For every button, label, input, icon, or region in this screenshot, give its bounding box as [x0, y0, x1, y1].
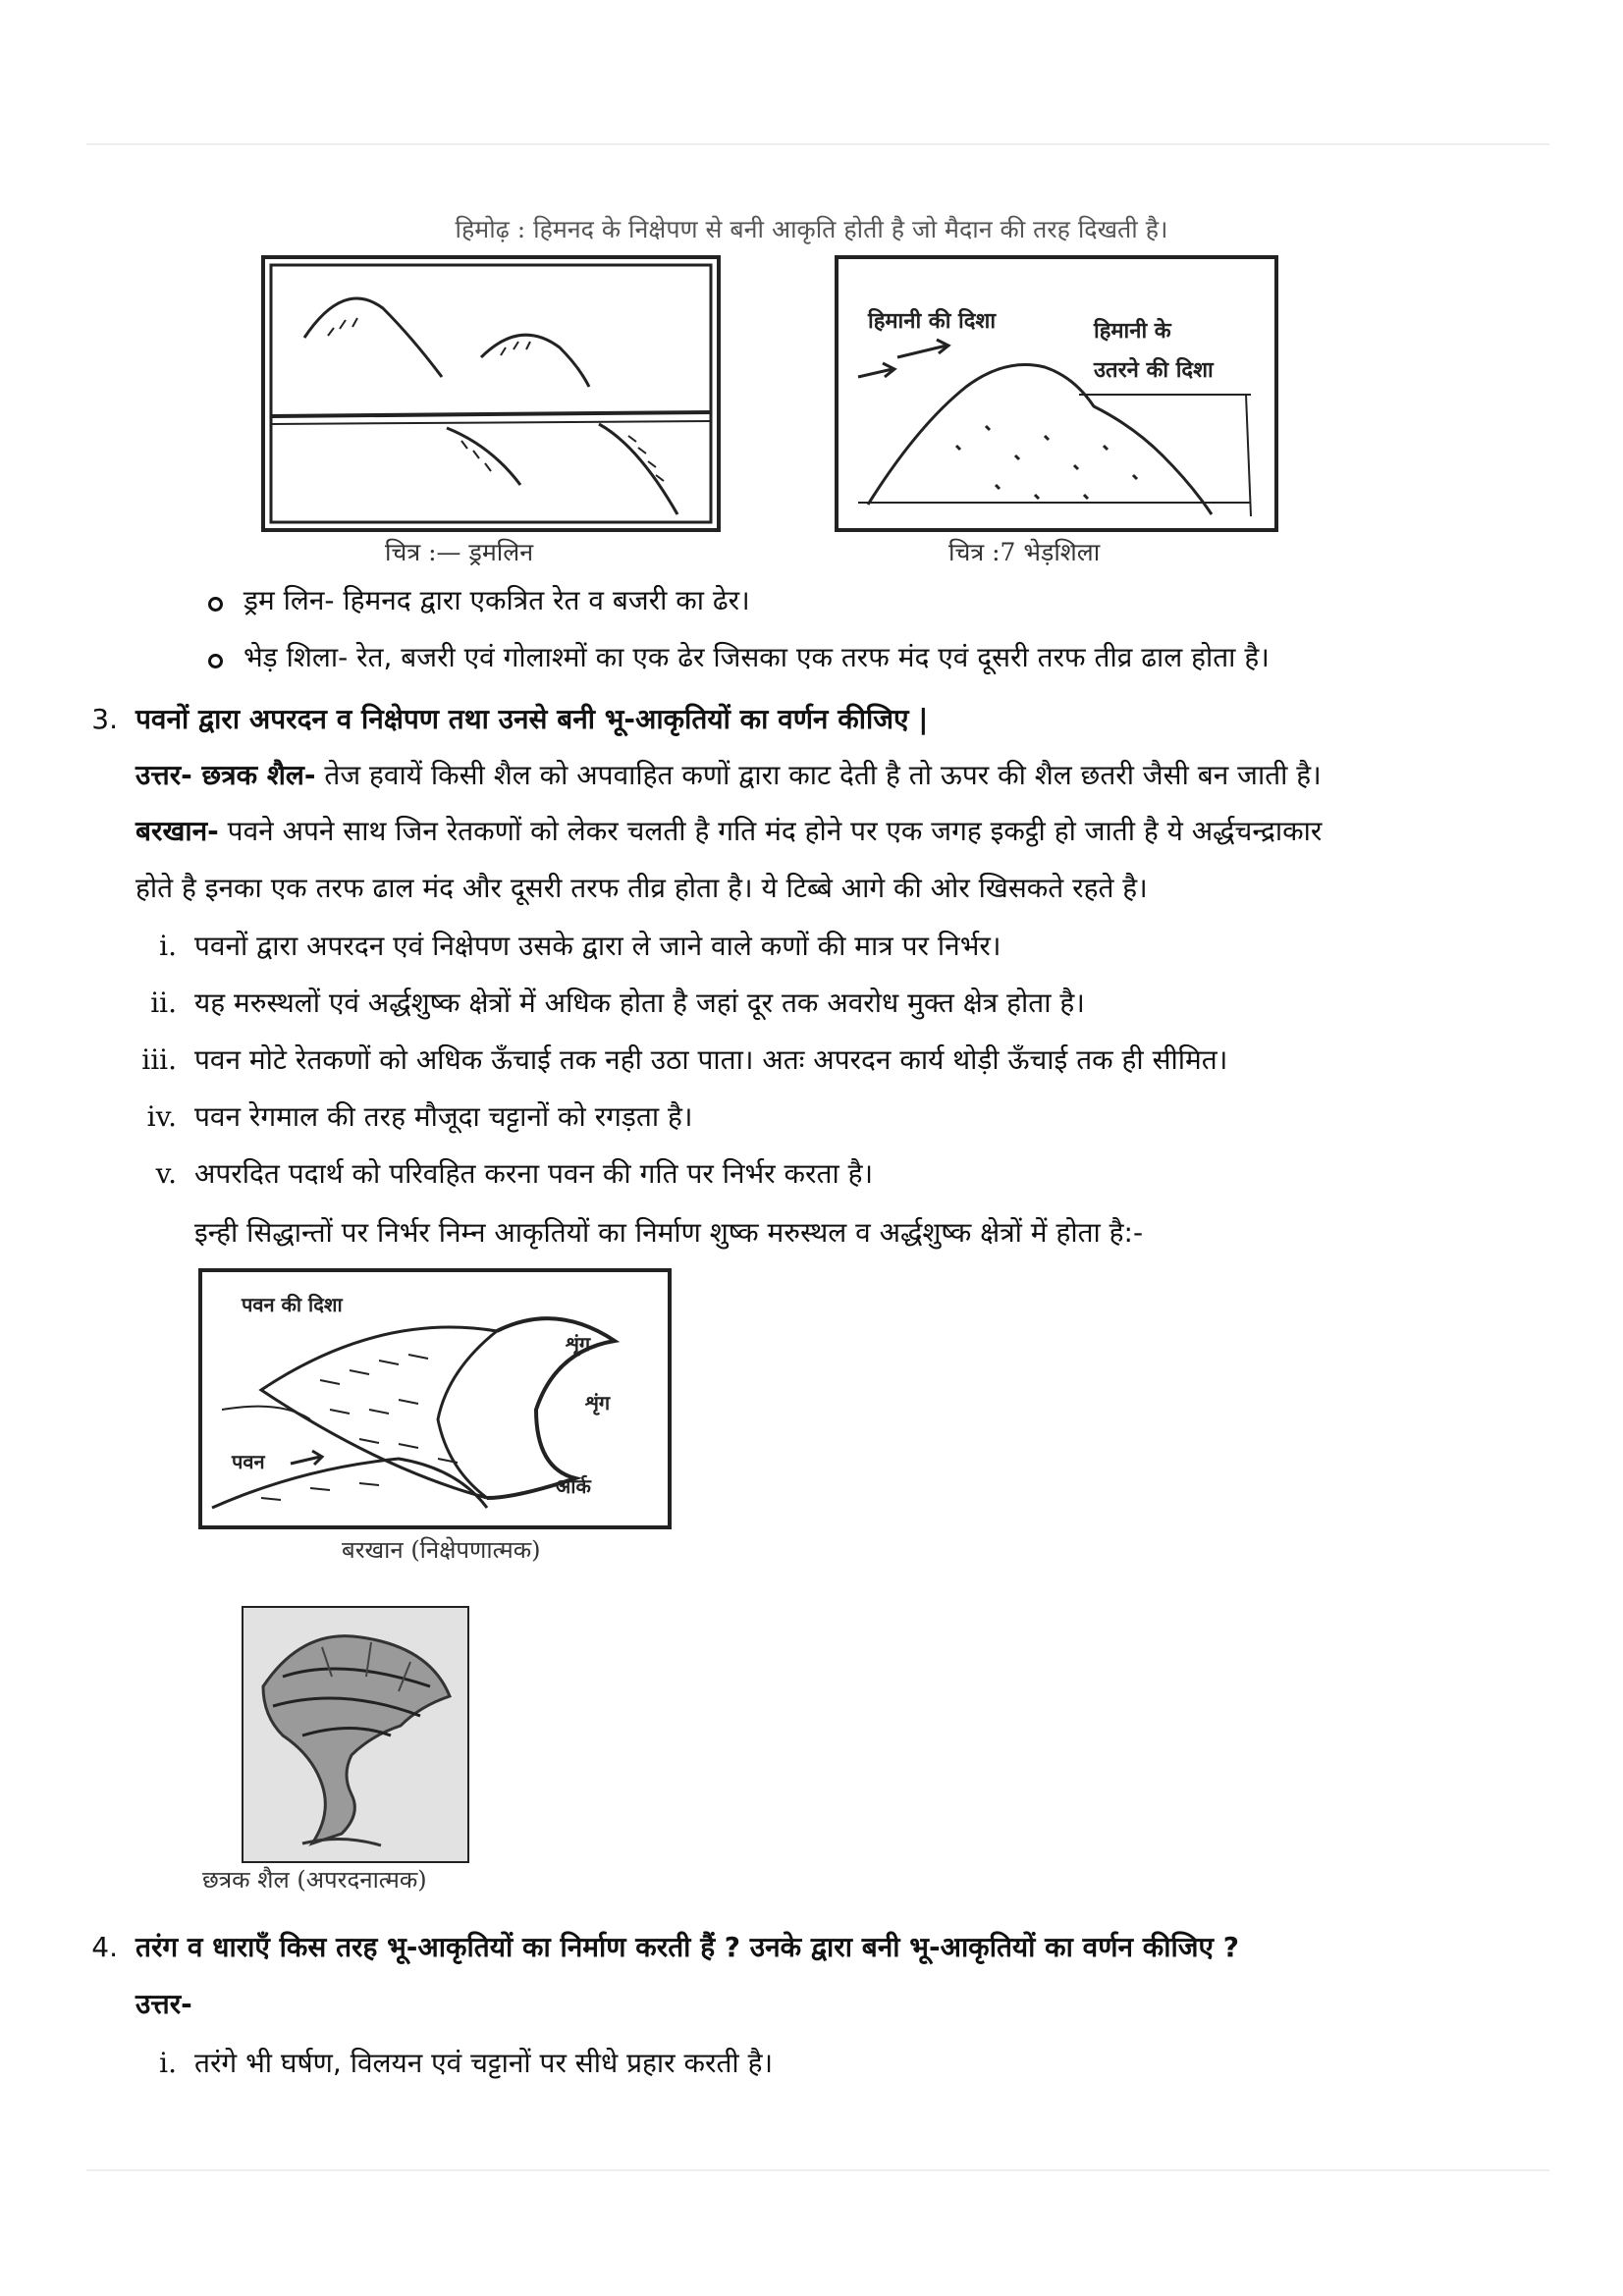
- barkhan-figure: [198, 1268, 672, 1529]
- roche-moutonnee-caption: चित्र :7 भेड़शिला: [948, 538, 1101, 566]
- footer-rule: [86, 2169, 1549, 2171]
- q3-point-text: यह मरुस्थलों एवं अर्द्धशुष्क क्षेत्रों में अधिक होता है जहां दूर तक अवरोध मुक्त क्षेत्र होता है।: [194, 987, 1085, 1019]
- q3-point-number: iii.: [141, 1043, 177, 1076]
- q3-point-text: पवन रेगमाल की तरह मौजूदा चट्टानों को रगड़ता है।: [194, 1100, 693, 1133]
- drumlin-figure: [261, 255, 721, 532]
- q3-barkhan-line-2: होते है इनका एक तरफ ढाल मंद और दूसरी तरफ तीव्र होता है। ये टिब्बे आगे की ओर खिसकते रहते है।: [135, 872, 1148, 904]
- bullet-roche-moutonnee: भेड़ शिला- रेत, बजरी एवं गोलाश्मों का एक ढेर जिसका एक तरफ मंद एवं दूसरी तरफ तीव्र ढाल होता है।: [243, 641, 1270, 673]
- q3-point-text: पवन मोटे रेतकणों को अधिक ऊँचाई तक नही उठा पाता। अतः अपरदन कार्य थोड़ी ऊँचाई तक ही सीमित।: [194, 1043, 1228, 1076]
- q3-point-number: ii.: [150, 987, 177, 1019]
- barkhan-label-wind: पवन: [232, 1450, 265, 1473]
- q3-point-number: v.: [155, 1157, 177, 1190]
- q3-barkhan-label: बरखान-: [135, 815, 219, 847]
- mushroom-rock-caption: छत्रक शैल (अपरदनात्मक): [202, 1866, 427, 1894]
- mushroom-rock-figure: [242, 1606, 469, 1863]
- q4-answer-label: उत्तर-: [135, 1988, 192, 2020]
- drumlin-caption: चित्र :— ड्रमलिन: [385, 538, 534, 566]
- bullet-marker: [208, 654, 223, 668]
- barkhan-caption: बरखान (निक्षेपणात्मक): [342, 1536, 541, 1564]
- mushroom-rock-sketch: [243, 1608, 467, 1861]
- barkhan-label-horn-1: शृंग: [566, 1332, 591, 1356]
- q3-point-number: iv.: [146, 1100, 177, 1133]
- bullet-drumlin: ड्रम लिन- हिमनद द्वारा एकत्रित रेत व बजरी का ढेर।: [243, 584, 750, 616]
- q3-point-text: अपरदित पदार्थ को परिवहित करना पवन की गति पर निर्भर करता है।: [194, 1157, 874, 1190]
- barkhan-label-slip: आर्क: [556, 1474, 591, 1498]
- moraine-caption: हिमोढ़ : हिमनद के निक्षेपण से बनी आकृति होती है जो मैदान की तरह दिखती है।: [455, 215, 1168, 243]
- q3-number: 3.: [91, 703, 118, 735]
- q3-answer-text: तेज हवायें किसी शैल को अपवाहित कणों द्वारा काट देती है तो ऊपर की शैल छतरी जैसी बन जाती है।: [315, 759, 1322, 791]
- q3-closing: इन्ही सिद्धान्तों पर निर्भर निम्न आकृतियों का निर्माण शुष्क मरुस्थल व अर्द्धशुष्क क्षेत्रों में होता है:-: [194, 1216, 1144, 1249]
- roche-moutonnee-sketch: [839, 259, 1274, 528]
- barkhan-label-wind-direction: पवन की दिशा: [242, 1293, 343, 1316]
- roche-label-descent-1: हिमानी के: [1094, 319, 1171, 344]
- barkhan-sketch: [202, 1272, 668, 1525]
- bullet-marker: [208, 597, 223, 612]
- roche-moutonnee-figure: [835, 255, 1278, 532]
- roche-label-descent-2: उतरने की दिशा: [1094, 358, 1214, 383]
- q4-question: तरंग व धाराएँ किस तरह भू-आकृतियों का निर्माण करती हैं ? उनके द्वारा बनी भू-आकृतियों का वर्णन कीजिए ?: [135, 1931, 1240, 1963]
- q4-number: 4.: [91, 1931, 118, 1963]
- roche-label-glacier-direction: हिमानी की दिशा: [868, 309, 997, 334]
- q3-answer-mushroom: [135, 756, 1322, 795]
- drumlin-sketch: [265, 259, 717, 528]
- q3-point-text: पवनों द्वारा अपरदन एवं निक्षेपण उसके द्वारा ले जाने वाले कणों की मात्र पर निर्भर।: [194, 930, 1001, 962]
- q3-answer-label: उत्तर- छत्रक शैल-: [135, 759, 316, 791]
- barkhan-label-horn-2: शृंग: [585, 1391, 611, 1415]
- q4-point-text: तरंगे भी घर्षण, विलयन एवं चट्टानों पर सीधे प्रहार करती है।: [194, 2047, 774, 2079]
- q3-point-number: i.: [159, 930, 177, 962]
- q3-barkhan-text-1: पवने अपने साथ जिन रेतकणों को लेकर चलती है गति मंद होने पर एक जगह इकट्ठी हो जाती है ये अर्द्धचन्द्राकार: [218, 815, 1323, 847]
- q3-question: पवनों द्वारा अपरदन व निक्षेपण तथा उनसे बनी भू-आकृतियों का वर्णन कीजिए |: [135, 703, 929, 735]
- q3-barkhan-line-1: [135, 812, 1322, 851]
- q4-point-number: i.: [159, 2047, 177, 2079]
- header-rule: [86, 143, 1549, 145]
